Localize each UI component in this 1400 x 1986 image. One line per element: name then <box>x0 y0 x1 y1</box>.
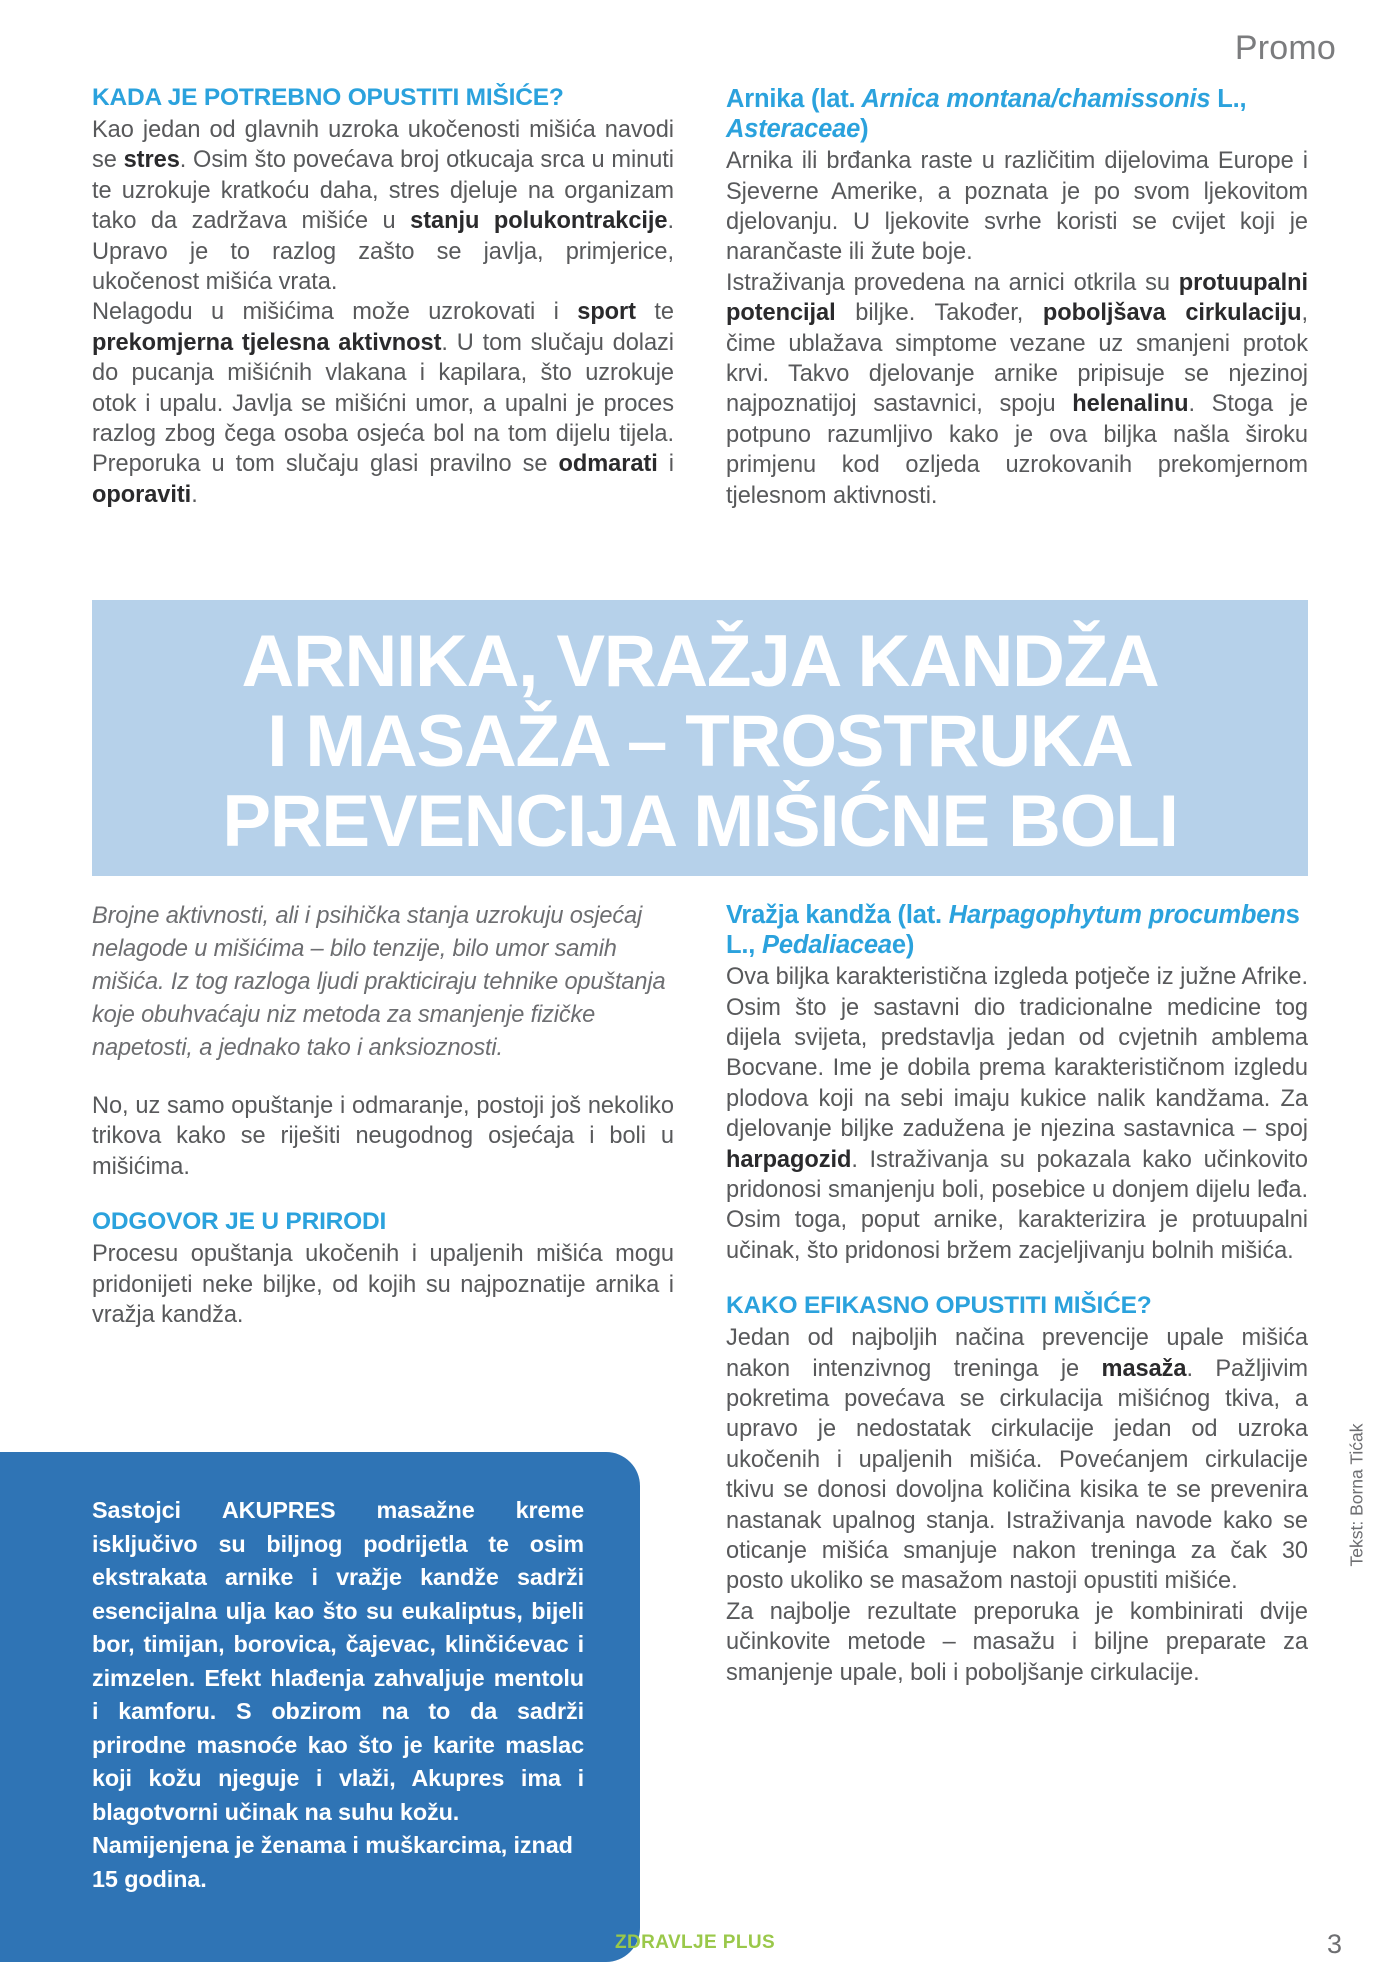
bold-stres: stres <box>123 147 180 174</box>
spacer <box>92 1182 674 1208</box>
bold-sport: sport <box>577 299 636 326</box>
text-fragment: . Stoga je potpuno razumljivo kako je ova biljka našla široku primjenu kod ozljeda uzrokovanih prekomjernom tjelesnom aktivnosti. <box>726 391 1309 509</box>
heading-fragment: s L., <box>726 901 1300 960</box>
text-fragment: Ova biljka karakteristična izgleda potječe iz južne Afrike. Osim što je sastavni dio tradicionalne medicine tog dijela svijeta, predstavlja jedan od cvjetnih amblema Bocvane. Ime je dobila prema karakterističnom izgledu plodova koji na sebi imaju kukice nalik kandžama. Za djelovanje biljke zadužena je njezina sastavnica – spoj <box>726 964 1308 1143</box>
product-description <box>92 1494 584 1829</box>
paragraph-masaza <box>726 1323 1308 1597</box>
bold-protuupalni-potencijal: protuupalni potencijal <box>726 269 1308 327</box>
bold-stanju-polukontrakcije: stanju polukontrakcije <box>410 208 668 235</box>
heading-fragment: Arnika (lat. <box>726 85 856 113</box>
heading-latin-name: Arnica montana/chamissonis <box>855 85 1211 113</box>
paragraph-nelagodu <box>92 297 674 510</box>
heading-latin-family: Asteraceae <box>726 115 861 144</box>
paragraph-vrazja-kandza <box>726 962 1308 1266</box>
top-right-column <box>726 84 1308 511</box>
heading-fragment: Vražja kandža (lat. <box>726 901 942 929</box>
page-number: 3 <box>1326 1929 1342 1959</box>
text-fragment: Nelagodu u mišićima može uzrokovati i <box>92 299 578 326</box>
headline-line-1: ARNIKA, VRAŽJA KANDŽA <box>241 621 1159 702</box>
footer-brand: ZDRAVLJE PLUS <box>615 1932 776 1953</box>
headline-line-2: I MASAŽA – TROSTRUKA <box>267 701 1133 782</box>
bold-prekomjerna-tjelesna-aktivnost: prekomjerna tjelesna aktivnost <box>92 329 442 356</box>
bold-odmarati: odmarati <box>558 451 658 478</box>
lead-paragraph: Brojne aktivnosti, ali i psihička stanja uzrokuju osjećaj nelagode u mišićima – bilo tenzije, bilo umor samih mišića. Iz tog razloga ljudi prakticiraju tehnike opuštanja koje obuhvaćaju niz metoda za smanjenje fizičke napetosti, a jednako tako i anksioznosti. <box>92 903 666 1061</box>
text-fragment: . U tom slučaju dolazi do pucanja mišićnih vlakana i kapilara, što uzrokuje otok i upalu. Javlja se mišićni umor, a upalni je proces razlog zbog čega osoba osjeća bol na tom dijelu tijela. Preporuka u tom slučaju glasi pravilno se <box>92 329 674 478</box>
heading-fragment: L., <box>1210 85 1247 113</box>
text-fragment: , čime ublažava simptome vezane uz smanjeni protok krvi. Takvo djelovanje arnike pripisuje se njezinoj najpoznatijoj sastavnici, spoju <box>726 300 1308 418</box>
bold-harpagozid: harpagozid <box>726 1146 852 1173</box>
text-fragment: Jedan od najboljih načina prevencije upale mišića nakon intenzivnog treninga je <box>726 1325 1308 1382</box>
promo-kicker: Promo <box>1234 29 1336 67</box>
paragraph-arnika-istrazivanja <box>726 268 1308 511</box>
text-fragment: biljke. Također, <box>835 300 1043 327</box>
bold-masaza: masaža <box>1101 1355 1187 1382</box>
headline-banner <box>92 600 1308 876</box>
paragraph-no-uz-samo: No, uz samo opuštanje i odmaranje, postoji još nekoliko trikova kako se riješiti neugodnog osjećaja i boli u mišićima. <box>92 1093 674 1180</box>
text-fragment: Kao jedan od glavnih uzroka ukočenosti mišića navodi se <box>92 116 674 174</box>
text-fragment: i <box>657 451 675 478</box>
text-fragment: . Osim što povećava broj otkucaja srca u minuti te uzrokuje kratkoću daha, stres djeluje na organizam tako da zadržava mišiće u <box>92 147 675 235</box>
top-left-column <box>92 84 674 511</box>
product-target-audience: Namijenjena je ženama i muškarcima, iznad 15 godina. <box>92 1832 573 1892</box>
spacer <box>726 1266 1308 1292</box>
text-fragment: Sastojci <box>92 1497 222 1523</box>
heading-odgovor-je-u-prirodi: ODGOVOR JE U PRIRODI <box>92 1208 387 1236</box>
bottom-right-column <box>726 900 1308 1688</box>
heading-kako-efikasno: KAKO EFIKASNO OPUSTITI MIŠIĆE? <box>726 1292 1152 1320</box>
text-fragment: . <box>191 481 198 508</box>
heading-latin-family: Pedaliacea <box>762 931 892 960</box>
heading-kada-je-potrebno: KADA JE POTREBNO OPUSTITI MIŠIĆE? <box>92 84 564 111</box>
paragraph-procesu-opustanja: Procesu opuštanja ukočenih i upaljenih mišića mogu pridonijeti neke biljke, od kojih su najpoznatije arnika i vražja kandža. <box>92 1241 674 1328</box>
bold-akupres: AKUPRES <box>221 1497 336 1523</box>
bold-poboljsava-cirkulaciju: poboljšava cirkulaciju <box>1042 300 1302 327</box>
credit-wrapper <box>1344 1355 1370 1635</box>
text-fragment: Istraživanja provedena na arnici otkrila su <box>726 269 1179 296</box>
text-credit: Tekst: Borna Tićak <box>1346 1423 1367 1567</box>
text-fragment: te <box>636 299 674 326</box>
heading-latin-name: Harpagophytum procumben <box>941 901 1286 929</box>
heading-arnika <box>726 84 1308 144</box>
paragraph-za-najbolje-rezultate: Za najbolje rezultate preporuka je kombinirati dvije učinkovite metode – masažu i biljne preparate za smanjenje upale, boli i poboljšanje cirkulacije. <box>726 1598 1308 1686</box>
bold-oporaviti: oporaviti <box>92 481 192 508</box>
text-fragment: . Upravo je to razlog zašto se javlja, primjerice, ukočenost mišića vrata. <box>92 208 675 295</box>
top-columns <box>92 84 1308 511</box>
spacer <box>92 1065 674 1091</box>
heading-fragment: e) <box>891 931 915 960</box>
text-fragment: . Istraživanja su pokazala kako učinkovito pridonosi smanjenju boli, posebice u donjem dijelu leđa. Osim toga, poput arnike, karakterizira je protuupalni učinak, što pridonosi bržem zacjeljivanju bolnih mišića. <box>726 1146 1308 1264</box>
text-fragment: . Pažljivim pokretima povećava se cirkulacija mišićnog tkiva, a upravo je nedostatak cirkulacije jedan od uzroka ukočenih i upaljenih mišića. Povećanjem cirkulacije tkivu se donosi dovoljna količina kisika te se prevenira nastanak upalnog stanja. Istraživanja navode kako se oticanje mišića smanjuje nakon treninga za čak 30 posto ukoliko se masažom nastoji opustiti mišiće. <box>726 1355 1308 1595</box>
heading-fragment: ) <box>860 115 869 144</box>
bold-helenalinu: helenalinu <box>1072 391 1189 418</box>
paragraph-arnika-intro: Arnika ili brđanka raste u različitim dijelovima Europe i Sjeverne Amerike, a poznata je po svom ljekovitom djelovanju. U ljekovite svrhe koristi se cvijet koji je narančaste ili žute boje. <box>726 148 1308 266</box>
akupres-product-box <box>0 1452 640 1962</box>
text-fragment: masažne kreme isključivo su biljnog podrijetla te osim ekstrakata arnike i vražje kandže sadrži esencijalna ulja kao što su eukaliptus, bijeli bor, timijan, borovica, čajevac, klinčićevac i zimzelen. Efekt hlađenja zahvaljuje mentolu i kamforu. S obzirom na to da sadrži prirodne masnoće kao što je karite maslac koji kožu njeguje i vlaži, Akupres ima i blagotvorni učinak na suhu kožu. <box>92 1497 584 1825</box>
paragraph-stres <box>92 115 674 297</box>
headline-line-3: PREVENCIJA MIŠIĆNE BOLI <box>222 781 1178 862</box>
heading-vrazja-kandza <box>726 900 1308 960</box>
